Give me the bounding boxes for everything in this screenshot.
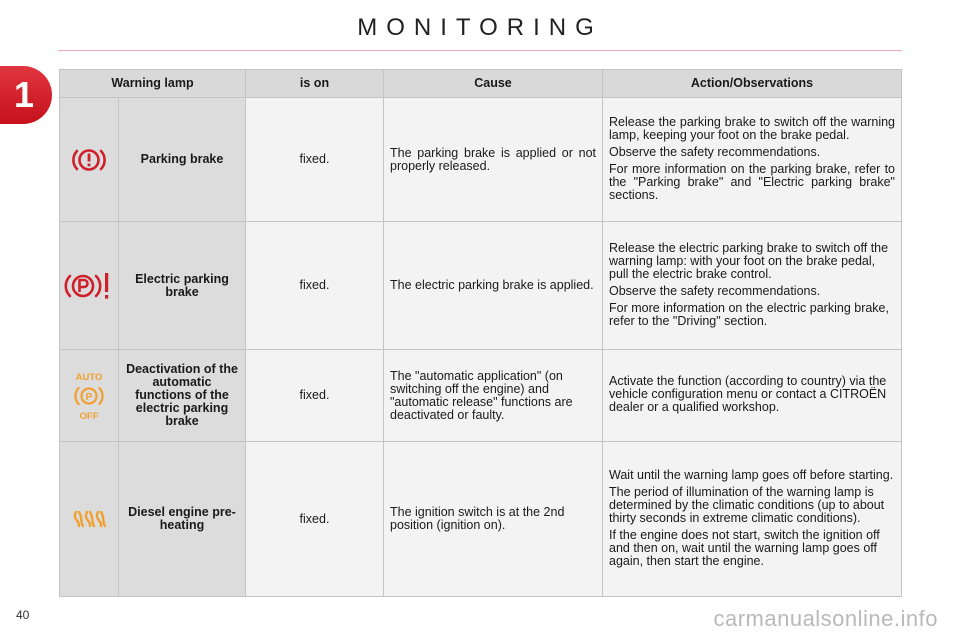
table-row [60, 98, 902, 222]
is-on-value: fixed. [246, 350, 384, 442]
action-paragraph: Wait until the warning lamp goes off before starting. [609, 467, 894, 482]
action-cell [603, 350, 902, 442]
cause-text: The parking brake is applied or not properly released. [384, 98, 603, 222]
cause-text: The "automatic application" (on switching off the engine) and "automatic release" functions are deactivated or faulty. [384, 350, 603, 442]
warning-lamp-table [59, 69, 902, 597]
action-paragraph: Observe the safety recommendations. [609, 144, 821, 159]
action-paragraph: Release the parking brake to switch off the warning lamp, keeping your foot on the brake pedal. [609, 114, 895, 142]
table-row [60, 442, 902, 597]
electric-parking-brake-icon [64, 278, 114, 292]
icon-cell [60, 98, 119, 222]
page-title: MONITORING [357, 14, 603, 41]
table-row [60, 350, 902, 442]
action-cell [603, 222, 902, 350]
lamp-name: Deactivation of the automatic functions of the electric parking brake [119, 350, 246, 442]
watermark-link[interactable]: carmanualsonline.info [713, 606, 938, 631]
action-paragraph: Activate the function (according to country) via the vehicle configuration menu or contact a CITROËN dealer or a qualified workshop. [609, 374, 887, 414]
lamp-name: Electric parking brake [119, 222, 246, 350]
title-divider [58, 50, 902, 51]
icon-cell [60, 442, 119, 597]
action-paragraph: The period of illumination of the warning lamp is determined by the climatic conditions (up to about thirty seconds in extreme climatic conditions). [609, 484, 885, 525]
action-paragraph: Observe the safety recommendations. [609, 283, 821, 298]
lamp-name: Diesel engine pre-heating [119, 442, 246, 597]
icon-text-off: OFF [79, 410, 99, 421]
cause-text: The electric parking brake is applied. [384, 222, 603, 350]
chapter-tab: 1 [0, 66, 52, 124]
auto-parking-brake-off-icon [67, 371, 111, 421]
action-paragraph: For more information on the parking brake, refer to the "Parking brake" and "Electric parking brake" sections. [609, 161, 895, 202]
is-on-value: fixed. [246, 222, 384, 350]
table-header-row [60, 70, 902, 98]
action-cell [603, 98, 902, 222]
lamp-name: Parking brake [119, 98, 246, 222]
header-action: Action/Observations [603, 70, 902, 98]
table-row [60, 222, 902, 350]
cause-text: The ignition switch is at the 2nd position (ignition on). [384, 442, 603, 597]
header-warning-lamp: Warning lamp [60, 70, 246, 98]
is-on-value: fixed. [246, 98, 384, 222]
icon-text-auto: AUTO [75, 371, 103, 383]
diesel-preheating-icon [72, 511, 106, 525]
icon-cell [60, 222, 119, 350]
icon-cell [60, 350, 119, 442]
action-cell [603, 442, 902, 597]
is-on-value: fixed. [246, 442, 384, 597]
icon-text-p: P [85, 391, 93, 403]
action-paragraph: Release the electric parking brake to switch off the warning lamp: with your foot on the brake pedal, pull the electric brake control. [609, 240, 889, 281]
page-number: 40 [16, 608, 30, 622]
header-cause: Cause [384, 70, 603, 98]
action-paragraph: If the engine does not start, switch the ignition off and then on, wait until the warning lamp goes off again, then start the engine. [609, 527, 880, 568]
header-is-on: is on [246, 70, 384, 98]
action-paragraph: For more information on the electric parking brake, refer to the "Driving" section. [609, 300, 889, 328]
parking-brake-warning-icon [70, 152, 108, 166]
